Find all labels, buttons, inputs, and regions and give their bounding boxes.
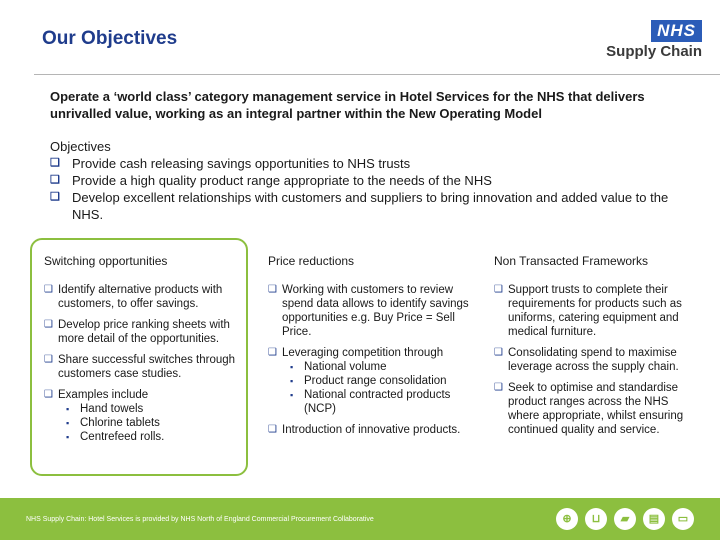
list-item [44,283,244,311]
switching-opportunities-column [44,254,244,444]
list-item [50,172,690,189]
nhs-logo-mark: NHS [651,20,702,42]
non-transacted-frameworks-column [494,254,700,444]
column-heading: Switching opportunities [44,254,168,268]
square-bullet-icon: ▪ [66,418,70,428]
list-item [268,346,470,360]
list-item [494,381,700,437]
list-item [44,318,244,346]
square-bullet-icon: ▪ [66,404,70,414]
examples-sublist [44,402,244,444]
checkbox-bullet-icon: ❑ [50,157,60,169]
clipboard-icon: ▤ [643,508,665,530]
checkbox-bullet-icon: ❑ [494,382,503,393]
item-text: Introduction of innovative products. [282,424,461,436]
checkbox-bullet-icon: ❑ [50,174,60,186]
objectives-heading: Objectives [50,139,111,154]
footer-text: NHS Supply Chain: Hotel Services is provided by NHS North of England Commercial Procurement Collaborative [26,516,374,523]
sub-item-text: National contracted products (NCP) [304,389,451,415]
list-item [494,283,700,339]
item-text: Support trusts to complete their requirements for products such as uniforms, catering equipment and medical furniture. [508,284,682,338]
intro-statement: Operate a ‘world class’ category management service in Hotel Services for the NHS that delivers unrivalled value, working as an integral partner within the New Operating Model [50,89,645,121]
checkbox-bullet-icon: ❑ [268,347,277,358]
objective-text: Provide cash releasing savings opportunities to NHS trusts [72,156,411,171]
column-heading: Non Transacted Frameworks [494,254,649,268]
cart-icon: ⊔ [585,508,607,530]
checkbox-bullet-icon: ❑ [50,191,60,203]
list-item [50,189,690,223]
sub-item-text: National volume [304,361,387,373]
list-item [44,353,244,381]
item-text: Identify alternative products with customers, to offer savings. [58,284,223,310]
monitor-icon: ▭ [672,508,694,530]
square-bullet-icon: ▪ [66,432,70,442]
nhs-supply-chain-logo [606,20,704,64]
column-heading: Price reductions [268,254,355,268]
list-item [494,346,700,374]
sub-item [290,360,470,374]
sub-item [66,430,244,444]
checkbox-bullet-icon: ❑ [44,389,53,400]
sub-item-text: Centrefeed rolls. [80,431,165,443]
list-item [268,283,470,339]
checkbox-bullet-icon: ❑ [44,319,53,330]
list-item [50,155,690,172]
sub-item-text: Product range consolidation [304,375,447,387]
list-item [44,388,244,402]
checkbox-bullet-icon: ❑ [494,284,503,295]
sub-item-text: Chlorine tablets [80,417,160,429]
item-text: Examples include [58,389,149,401]
price-reductions-column [268,254,470,444]
item-text: Develop price ranking sheets with more detail of the opportunities. [58,319,230,345]
square-bullet-icon: ▪ [290,362,294,372]
item-text: Leveraging competition through [282,347,444,359]
objective-text: Develop excellent relationships with customers and suppliers to bring innovation and added value to the NHS. [72,190,669,222]
checkbox-bullet-icon: ❑ [268,284,277,295]
sub-item [290,374,470,388]
item-text: Consolidating spend to maximise leverage across the supply chain. [508,347,679,373]
checkbox-bullet-icon: ❑ [44,284,53,295]
sub-item [290,388,470,416]
objectives-list [50,155,690,223]
item-text: Share successful switches through customers case studies. [58,354,236,380]
crosshair-icon: ⊕ [556,508,578,530]
checkbox-bullet-icon: ❑ [268,424,277,435]
truck-icon: ▰ [614,508,636,530]
sub-item-text: Hand towels [80,403,144,415]
item-text: Working with customers to review spend data allows to identify savings opportunities e.g. Buy Price = Sell Price. [282,284,469,338]
checkbox-bullet-icon: ❑ [494,347,503,358]
item-text: Seek to optimise and standardise product ranges across the NHS where appropriate, whilst ensuring continued quality and service. [508,382,684,436]
sub-item [66,402,244,416]
objective-text: Provide a high quality product range appropriate to the needs of the NHS [72,173,492,188]
supply-chain-logo-text: Supply Chain [606,43,702,60]
page-title: Our Objectives [42,28,178,49]
footer-bar [0,498,720,540]
square-bullet-icon: ▪ [290,376,294,386]
footer-icon-row [556,508,694,530]
sub-item [66,416,244,430]
square-bullet-icon: ▪ [290,390,294,400]
price-reductions-sublist [268,360,470,416]
list-item [268,423,470,437]
checkbox-bullet-icon: ❑ [44,354,53,365]
header-divider [34,74,720,75]
